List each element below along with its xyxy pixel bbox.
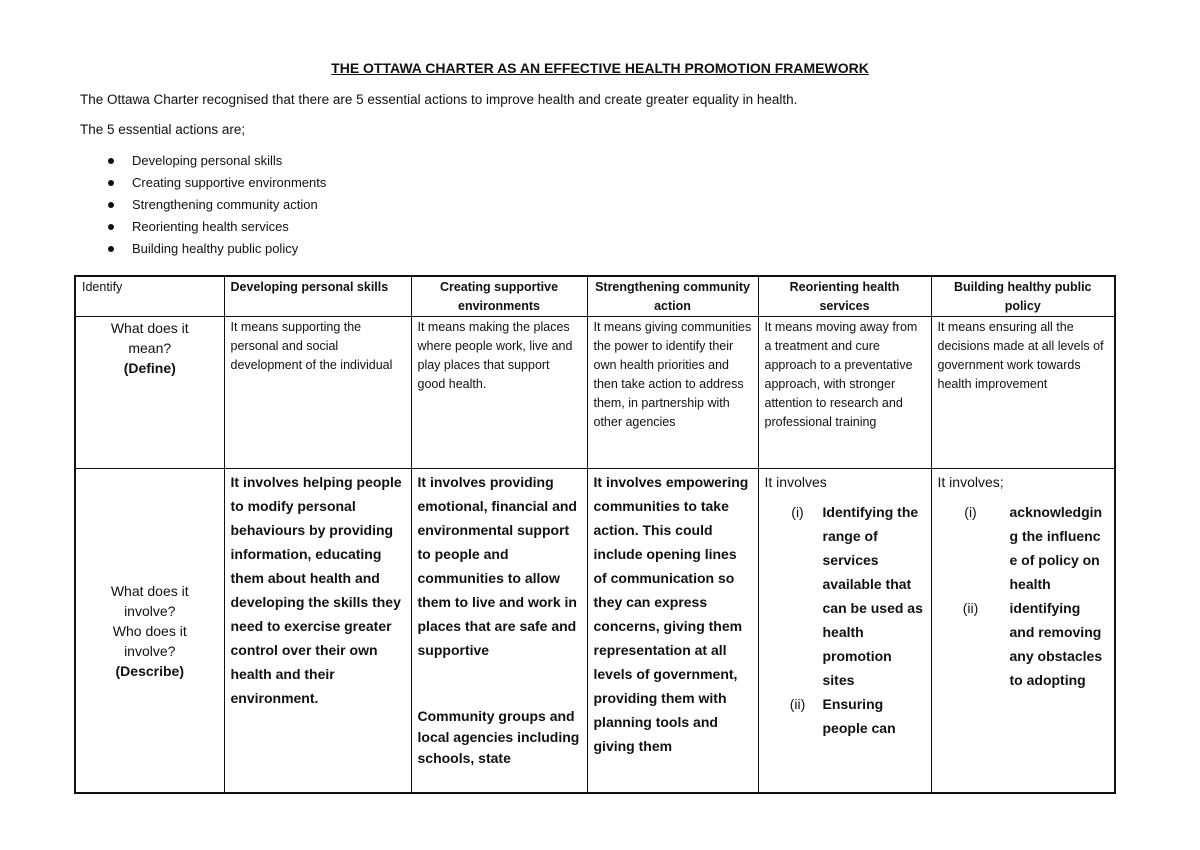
row-label-describe [75, 469, 224, 794]
health-services-list [765, 500, 925, 740]
header-community-action: Strengthening community action [587, 276, 758, 317]
describe-supportive-environments [411, 469, 587, 794]
document-title: THE OTTAWA CHARTER AS AN EFFECTIVE HEALTH PROMOTION FRAMEWORK [331, 60, 869, 76]
public-policy-intro: It involves; [937, 474, 1004, 490]
define-community-action: It means giving communities the power to identify their own health priorities and then take action to address them, in partnership with other agencies [587, 317, 758, 469]
label-line: mean? [128, 340, 172, 356]
action-label: Developing personal skills [132, 153, 283, 168]
header-supportive-environments: Creating supportive environments [411, 276, 587, 317]
item-text: Ensuring people can [822, 696, 896, 736]
describe-personal-skills: It involves helping people to modify personal behaviours by providing information, educating them about health and developing the skills they need to exercise greater control over their own health and their environment. [224, 469, 411, 794]
define-personal-skills: It means supporting the personal and social development of the individual [224, 317, 411, 469]
header-identify: Identify [75, 276, 224, 317]
intro-paragraph: The Ottawa Charter recognised that there are 5 essential actions to improve health and create greater equality in health. [80, 92, 798, 107]
label-line: Who does it [112, 623, 187, 639]
label-line: What does it [110, 583, 189, 599]
list-item [80, 194, 326, 216]
bullet-icon [108, 158, 114, 164]
table-header-row [75, 276, 1115, 317]
health-services-intro: It involves [764, 474, 827, 490]
list-item [777, 500, 925, 692]
action-label: Strengthening community action [132, 197, 318, 212]
bullet-icon [108, 202, 114, 208]
label-define: (Define) [123, 360, 176, 376]
list-item [80, 172, 326, 194]
define-health-services: It means moving away from a treatment and cure approach to a preventative approach, with stronger attention to research and professional training [758, 317, 931, 469]
item-text: Identifying the range of services available that can be used as health promotion sites [822, 504, 923, 688]
table-row-describe [75, 469, 1115, 794]
bullet-icon [108, 224, 114, 230]
item-number: (i) [791, 504, 804, 520]
item-text: acknowledging the influence of policy on health [1009, 504, 1103, 592]
label-line: What does it [110, 320, 189, 336]
actions-heading: The 5 essential actions are; [80, 122, 246, 137]
list-item [80, 238, 326, 260]
list-item [80, 150, 326, 172]
public-policy-list [938, 500, 1109, 692]
bullet-icon [108, 180, 114, 186]
item-number: (ii) [789, 696, 806, 712]
bullet-icon [108, 246, 114, 252]
action-label: Creating supportive environments [132, 175, 327, 190]
list-item [950, 500, 1109, 596]
list-item [777, 692, 925, 740]
define-public-policy: It means ensuring all the decisions made at all levels of government work towards health improvement [931, 317, 1115, 469]
describe-community-action: It involves empowering communities to take action. This could include opening lines of communication so they can express concerns, giving them representation at all levels of government, providing them with planning tools and giving them [587, 469, 758, 794]
list-item [950, 596, 1109, 692]
label-line: involve? [124, 603, 176, 619]
list-item [80, 216, 326, 238]
item-number: (ii) [962, 600, 979, 616]
row-label-define [75, 317, 224, 469]
item-number: (i) [964, 504, 977, 520]
header-personal-skills: Developing personal skills [224, 276, 411, 317]
item-text: identifying and removing any obstacles to adopting [1009, 600, 1103, 688]
actions-list [80, 150, 326, 260]
supportive-env-text: It involves providing emotional, financial and environmental support to people and communities to allow them to live and work in places that are safe and supportive [417, 474, 577, 658]
action-label: Reorienting health services [132, 219, 289, 234]
table-row-define [75, 317, 1115, 469]
describe-public-policy [931, 469, 1115, 794]
describe-health-services [758, 469, 931, 794]
action-label: Building healthy public policy [132, 241, 299, 256]
spacer [418, 662, 581, 706]
ottawa-charter-table [74, 275, 1116, 794]
header-health-services: Reorienting health services [758, 276, 931, 317]
label-line: involve? [124, 643, 176, 659]
label-describe: (Describe) [115, 663, 184, 679]
header-public-policy: Building healthy public policy [931, 276, 1115, 317]
define-supportive-environments: It means making the places where people work, live and play places that support good health. [411, 317, 587, 469]
supportive-env-who: Community groups and local agencies including schools, state [417, 708, 580, 766]
